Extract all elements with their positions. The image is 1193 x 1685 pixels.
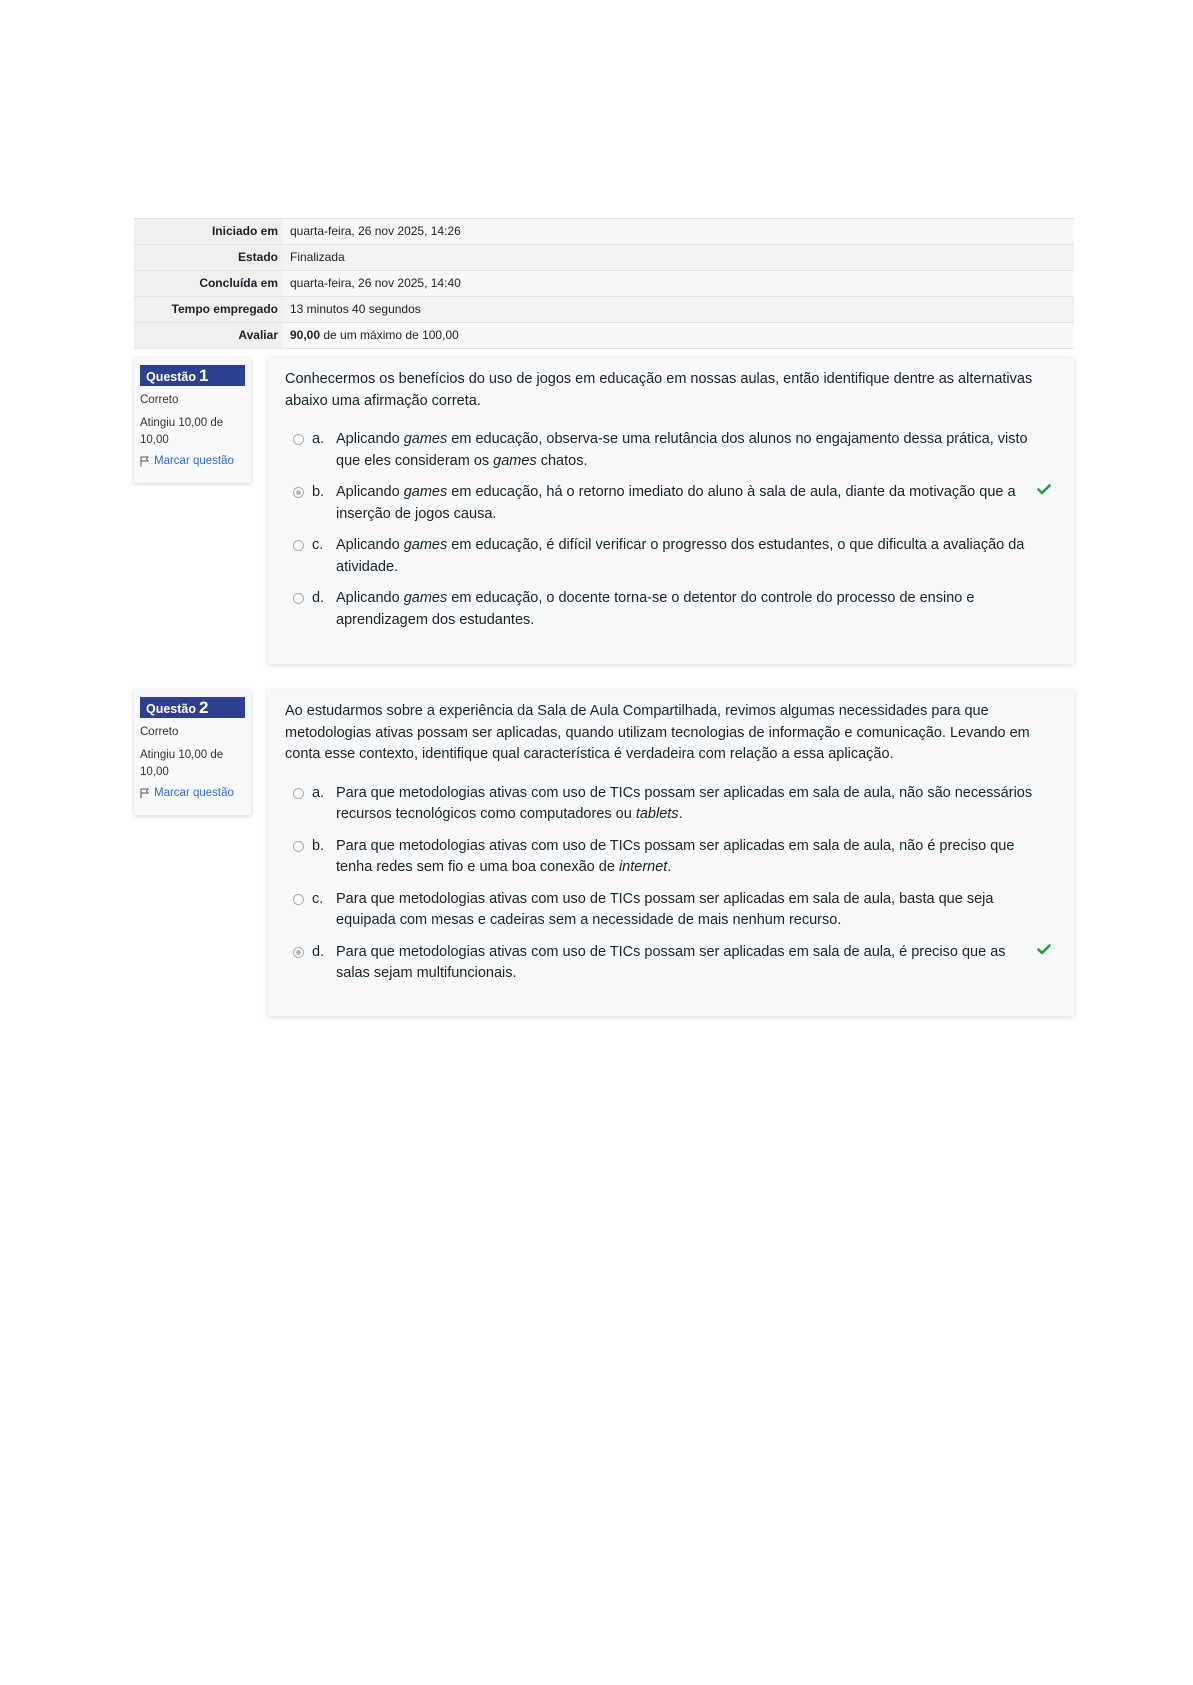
question-state: Correto (140, 394, 179, 406)
summary-value: Finalizada (283, 245, 1074, 271)
attempt-summary-table (134, 218, 1074, 349)
option-letter: d. (312, 590, 325, 606)
radio-icon[interactable] (293, 788, 304, 799)
flag-question-link[interactable]: Marcar questão (140, 455, 245, 467)
check-icon (1037, 482, 1051, 496)
option-text: Aplicando games em educação, o docente torna-se o detentor do controle do processo de ensino e aprendizagem dos estudantes. (336, 590, 975, 628)
summary-value: quarta-feira, 26 nov 2025, 14:40 (283, 271, 1074, 297)
option-letter: c. (312, 890, 324, 907)
summary-label: Concluída em (134, 271, 283, 297)
option-letter: a. (312, 784, 325, 801)
option-letter: c. (312, 537, 324, 553)
answer-option[interactable] (285, 783, 1056, 826)
question-number-badge: Questão 1 (140, 365, 245, 386)
grade-max: de um máximo de 100,00 (323, 328, 459, 342)
question-number-badge: Questão 2 (140, 697, 245, 718)
summary-row-grade (134, 323, 1074, 349)
option-letter: a. (312, 431, 325, 447)
answer-option[interactable] (285, 889, 1056, 932)
radio-icon[interactable] (293, 487, 304, 498)
answer-option[interactable] (285, 836, 1056, 879)
flag-question-link[interactable]: Marcar questão (140, 787, 245, 799)
radio-icon[interactable] (293, 434, 304, 445)
option-letter: b. (312, 837, 325, 854)
answer-options (285, 429, 1056, 631)
summary-label: Estado (134, 245, 283, 271)
summary-value: 13 minutos 40 segundos (283, 297, 1074, 323)
radio-icon[interactable] (293, 841, 304, 852)
grade-score: 90,00 (290, 328, 321, 342)
summary-row-time-taken (134, 297, 1074, 323)
answer-option[interactable] (285, 588, 1056, 631)
question-number: 1 (199, 366, 209, 385)
option-text: Para que metodologias ativas com uso de TICs possam ser aplicadas em sala de aula, não é preciso que tenha redes sem fio e uma boa conexão de internet. (336, 837, 1015, 875)
radio-icon[interactable] (293, 947, 304, 958)
check-icon (1037, 942, 1051, 956)
radio-icon[interactable] (293, 593, 304, 604)
question-state: Correto (140, 726, 179, 738)
question-number: 2 (199, 698, 209, 717)
summary-label: Avaliar (134, 323, 283, 349)
flag-icon (140, 456, 150, 467)
question-content-1 (268, 358, 1074, 664)
option-text: Para que metodologias ativas com uso de TICs possam ser aplicadas em sala de aula, é preciso que as salas sejam multifuncionais. (336, 943, 1006, 981)
summary-row-completed (134, 271, 1074, 297)
radio-icon[interactable] (293, 894, 304, 905)
flag-icon (140, 788, 150, 799)
option-letter: d. (312, 943, 325, 960)
question-text: Ao estudarmos sobre a experiência da Sala de Aula Compartilhada, revimos algumas necessidades para que metodologias ativas possam ser aplicadas, quando utilizam tecnologias de informação e comunicação. Levando em conta esse contexto, identifique qual característica é verdadeira com relação a essa aplicação. (285, 703, 1030, 762)
question-text: Conhecermos os benefícios do uso de jogos em educação em nossas aulas, então identifique dentre as alternativas abaixo uma afirmação correta. (285, 371, 1033, 409)
question-grade: Atingiu 10,00 de 10,00 (140, 417, 224, 446)
radio-icon[interactable] (293, 540, 304, 551)
option-text: Para que metodologias ativas com uso de TICs possam ser aplicadas em sala de aula, não são necessários recursos tecnológicos como computadores ou tablets. (336, 784, 1033, 822)
answer-option[interactable] (285, 535, 1056, 578)
option-text: Aplicando games em educação, observa-se uma relutância dos alunos no engajamento dessa prática, visto que eles consideram os games chatos. (336, 431, 1028, 469)
summary-label: Iniciado em (134, 219, 283, 245)
summary-value (283, 323, 1074, 349)
question-info-2 (134, 690, 251, 815)
question-grade: Atingiu 10,00 de 10,00 (140, 749, 224, 778)
question-info-1 (134, 358, 251, 483)
summary-row-state (134, 245, 1074, 271)
summary-label: Tempo empregado (134, 297, 283, 323)
answer-option[interactable] (285, 942, 1056, 985)
option-letter: b. (312, 484, 325, 500)
option-text: Aplicando games em educação, há o retorno imediato do aluno à sala de aula, diante da motivação que a inserção de jogos causa. (336, 484, 1016, 522)
option-text: Para que metodologias ativas com uso de TICs possam ser aplicadas em sala de aula, basta que seja equipada com mesas e cadeiras sem a necessidade de mais nenhum recurso. (336, 890, 994, 928)
answer-option[interactable] (285, 482, 1056, 525)
summary-row-started (134, 219, 1074, 245)
question-content-2 (268, 690, 1074, 1016)
answer-option[interactable] (285, 429, 1056, 472)
option-text: Aplicando games em educação, é difícil verificar o progresso dos estudantes, o que dificulta a avaliação da atividade. (336, 537, 1025, 575)
answer-options (285, 783, 1056, 985)
summary-value: quarta-feira, 26 nov 2025, 14:26 (283, 219, 1074, 245)
